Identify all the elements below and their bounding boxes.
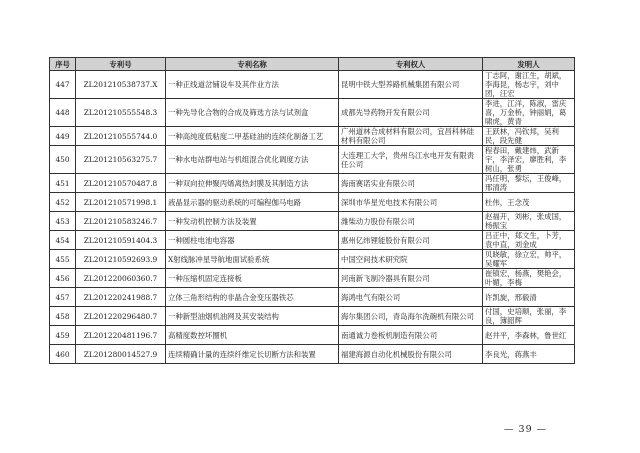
cell-seq: 450 [50,146,76,174]
cell-patent-name: 一种圆柱电池电容器 [166,231,339,250]
cell-patent-no: ZL201220296480.7 [76,307,166,326]
cell-inventors: 冯任明，黎坛，王俊峰，邢清涛 [483,174,575,193]
cell-seq: 452 [50,193,76,212]
cell-seq: 455 [50,250,76,269]
cell-patent-holder: 海尔集团公司，青岛海尔洗碗机有限公司 [339,307,483,326]
cell-seq: 456 [50,269,76,288]
cell-patent-name: X射线脉冲星导航地面试验系统 [166,250,339,269]
header-patent-holder: 专利权人 [339,58,483,71]
cell-patent-name: 一种压缩机固定连接板 [166,269,339,288]
cell-seq: 458 [50,307,76,326]
cell-seq: 454 [50,231,76,250]
header-seq: 序号 [50,58,76,71]
cell-patent-name: 液晶显示器的驱动系统的可编程伽马电路 [166,193,339,212]
cell-patent-no: ZL201210555548.3 [76,99,166,127]
patent-table [49,57,575,364]
cell-seq: 448 [50,99,76,127]
cell-inventors: 付国，史培顺，张丽，李良，簿韶辉 [483,307,575,326]
cell-inventors: 程春田，戴建炜，武新宇，李泽宏，廖胜利，李树山，张勇 [483,146,575,174]
cell-patent-holder: 海南赛诺实业有限公司 [339,174,483,193]
cell-patent-name: 一种新型油烟机油网及其安装结构 [166,307,339,326]
cell-seq: 460 [50,345,76,364]
cell-inventors: 李良光，蒋燕丰 [483,345,575,364]
cell-inventors: 赵福开，刘彬，张成国，杨振宝 [483,212,575,231]
table-row [50,174,575,193]
cell-patent-no: ZL201210583246.7 [76,212,166,231]
cell-seq: 451 [50,174,76,193]
cell-inventors: 许凯旋，邢毅清 [483,288,575,307]
header-inventors: 发明人 [483,58,575,71]
cell-inventors: 崔镇宏，杨燕，樊艳会，叶媚，李梅 [483,269,575,288]
cell-inventors: 赵井平，李森林，鲁世红 [483,326,575,345]
table-row [50,99,575,127]
cell-patent-holder: 南通诚力卷板机制造有限公司 [339,326,483,345]
cell-inventors: 李进，江洋，陈淑，雷庆喜，万金桥，钟丽娟，葛啸虎，黄青 [483,99,575,127]
cell-seq: 449 [50,127,76,146]
cell-seq: 457 [50,288,76,307]
header-patent-name: 专利名称 [166,58,339,71]
cell-patent-name: 一种正线道岔铺设车及其作业方法 [166,71,339,99]
table-row [50,193,575,212]
header-patent-no: 专利号 [76,58,166,71]
cell-patent-name: 立体三角形结构的非晶合金变压器铁芯 [166,288,339,307]
table-header-row [50,58,575,71]
cell-inventors: 贝晓敏，徐立宏，帅平，吴耀军 [483,250,575,269]
table-row [50,212,575,231]
cell-patent-holder: 广州道林合成材料有限公司，宜昌科林硅材料有限公司 [339,127,483,146]
cell-patent-no: ZL201210591404.3 [76,231,166,250]
cell-patent-name: 一种发动机控制方法及装置 [166,212,339,231]
cell-seq: 459 [50,326,76,345]
cell-patent-no: ZL201220060360.7 [76,269,166,288]
table-row [50,269,575,288]
cell-patent-holder: 中国空间技术研究院 [339,250,483,269]
cell-patent-holder: 潍柴动力股份有限公司 [339,212,483,231]
cell-patent-no: ZL201210555744.0 [76,127,166,146]
cell-patent-no: ZL201210592693.9 [76,250,166,269]
cell-patent-name: 连续精确计量的连续纤维定长切断方法和装置 [166,345,339,364]
table-row [50,231,575,250]
cell-inventors: 吕正中，郑文生，卜芳，袁中直，刘金成 [483,231,575,250]
cell-patent-holder: 大连理工大学，贵州乌江水电开发有限责任公司 [339,146,483,174]
page-number: — 39 — [504,424,548,435]
cell-patent-no: ZL201210538737.X [76,71,166,99]
cell-patent-no: ZL201220241988.7 [76,288,166,307]
cell-patent-name: 一种双向拉伸聚丙烯离热封膜及其制造方法 [166,174,339,193]
cell-inventors: 王跃林，冯钦邦，吴利民，段先健 [483,127,575,146]
table-row [50,326,575,345]
cell-patent-holder: 海鸿电气有限公司 [339,288,483,307]
cell-patent-name: 一种先导化合物的合成及筛选方法与试剂盒 [166,99,339,127]
table-row [50,146,575,174]
table-row [50,345,575,364]
table-row [50,288,575,307]
cell-patent-holder: 河南新飞制冷器具有限公司 [339,269,483,288]
cell-seq: 453 [50,212,76,231]
cell-patent-no: ZL201210563275.7 [76,146,166,174]
table-row [50,71,575,99]
cell-patent-holder: 惠州亿纬锂能股份有限公司 [339,231,483,250]
cell-patent-name: 高精度数控坏圈机 [166,326,339,345]
table-body [50,71,575,364]
cell-inventors: 丁志阿，谢江生，胡斌，李海昆，杨志宇，刘中团，汪宏 [483,71,575,99]
cell-patent-holder: 深圳市华星光电技术有限公司 [339,193,483,212]
cell-patent-holder: 成都先导药物开发有限公司 [339,99,483,127]
cell-seq: 447 [50,71,76,99]
cell-patent-no: ZL201210570487.8 [76,174,166,193]
cell-inventors: 杜伟，王念茂 [483,193,575,212]
cell-patent-no: ZL201220481196.7 [76,326,166,345]
cell-patent-no: ZL201280014527.9 [76,345,166,364]
cell-patent-holder: 昆明中铁大型养路机械集团有限公司 [339,71,483,99]
table-row [50,250,575,269]
table-row [50,127,575,146]
cell-patent-holder: 福建海源自动化机械股份有限公司 [339,345,483,364]
table-row [50,307,575,326]
cell-patent-name: 一种高纯度低粘度二甲基硅油的连续化制备工艺 [166,127,339,146]
cell-patent-no: ZL201210571998.1 [76,193,166,212]
cell-patent-name: 一种水电站群电站与机组混合优化调度方法 [166,146,339,174]
